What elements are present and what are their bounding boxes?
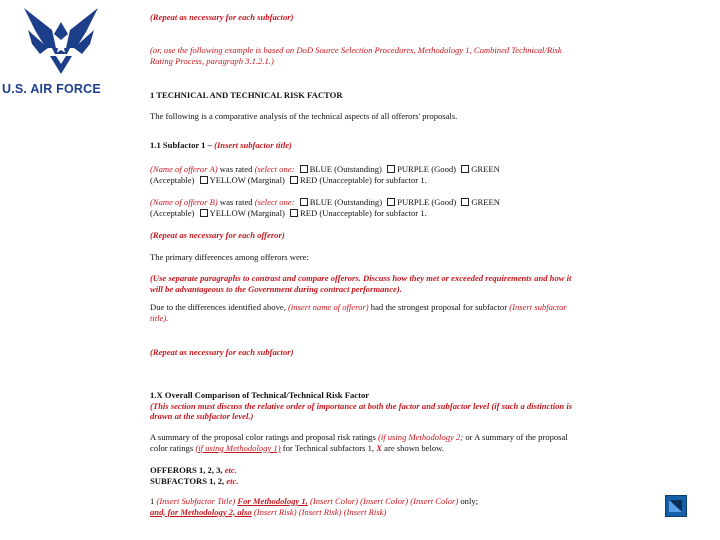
checkbox[interactable] — [300, 198, 308, 206]
row-insert-colors: (Insert Color) (Insert Color) (Insert Color) — [309, 496, 459, 506]
insert-offeror-name: (insert name of offeror) — [288, 302, 369, 312]
offeror-b-rating — [150, 197, 575, 218]
offeror-b-name: (Name of offeror B) — [150, 197, 218, 207]
offerors-label: OFFERORS 1, 2, 3, — [150, 465, 223, 475]
summary-end: are shown below. — [384, 442, 444, 453]
subfactors-line — [150, 476, 575, 487]
purple-option: PURPLE (Good) — [397, 197, 457, 207]
checkbox[interactable] — [200, 176, 208, 184]
red-option: RED (Unacceptable) for subfactor 1. — [300, 174, 427, 185]
summary-lead: A summary of the proposal color ratings and proposal risk ratings — [150, 432, 376, 442]
subfactor-row-1 — [150, 496, 575, 517]
was-rated-text: was rated — [219, 197, 253, 207]
primary-differences: The primary differences among offerors were: — [150, 252, 309, 262]
insert-subfactor-title: (Insert subfactor title). — [150, 302, 567, 323]
methodology-2-ref: (if using Methodology 2; — [377, 432, 464, 442]
subfactor-x: X — [376, 442, 382, 453]
air-force-logo — [2, 4, 114, 96]
overall-heading: 1.X Overall Comparison of Technical/Technical Risk Factor — [150, 390, 370, 400]
blue-option: BLUE (Outstanding) — [309, 164, 382, 174]
summary-paragraph — [150, 432, 575, 453]
offerors-line — [150, 465, 575, 476]
next-slide-button[interactable] — [665, 495, 687, 517]
acceptable-text: (Acceptable) — [150, 174, 195, 185]
subfactor-number: 1.1 — [150, 140, 161, 150]
subfactor-title-placeholder: (Insert subfactor title) — [214, 140, 292, 150]
intro-paragraph: The following is a comparative analysis of the technical aspects of all offerors' proposals. — [150, 111, 458, 121]
air-force-wings-icon — [22, 4, 100, 76]
summary-tail: for Technical subfactors 1, — [282, 442, 375, 453]
checkbox[interactable] — [290, 176, 298, 184]
row-only: only; — [460, 496, 479, 506]
overall-comparison — [150, 390, 575, 422]
strongest-proposal — [150, 302, 575, 323]
subfactor-label: Subfactor 1 – — [162, 140, 212, 150]
select-one-text: (select one: — [254, 164, 295, 174]
checkbox[interactable] — [387, 198, 395, 206]
repeat-subfactor-note-2: (Repeat as necessary for each subfactor) — [150, 347, 294, 357]
example-note: (or, use the following example is based on DoD Source Selection Procedures, Methodology 1, Combined Technical/Risk Rating Process, paragraph 3.1.2.1.) — [150, 45, 562, 66]
summary-or: or A summary of the proposal color ratings — [150, 432, 568, 453]
section-heading: 1 TECHNICAL AND TECHNICAL RISK FACTOR — [150, 90, 343, 100]
methodology-1-ref: (if using Methodology 1) — [195, 442, 281, 453]
repeat-offeror-note: (Repeat as necessary for each offeror) — [150, 230, 285, 240]
subfactor-heading — [150, 140, 575, 151]
row-insert-title: (Insert Subfactor Title) — [156, 496, 236, 506]
separate-paragraphs-note: (Use separate paragraphs to contrast and compare offerors. Discuss how they met or exceeded requirements and how it will be advantageous to the Government during contract performance). — [150, 273, 572, 294]
checkbox[interactable] — [300, 165, 308, 173]
checkbox[interactable] — [200, 209, 208, 217]
repeat-subfactor-note: (Repeat as necessary for each subfactor) — [150, 12, 294, 22]
next-slide-arrow-icon — [666, 496, 686, 516]
was-rated-text: was rated — [219, 164, 253, 174]
subfactors-etc: etc. — [226, 476, 239, 486]
row-number: 1 — [150, 496, 155, 506]
offeror-a-name: (Name of offeror A) — [150, 164, 218, 174]
subfactors-label: SUBFACTORS 1, 2, — [150, 476, 225, 486]
yellow-option: YELLOW (Marginal) — [209, 207, 285, 218]
select-one-text: (select one: — [254, 197, 295, 207]
row-insert-risks: (Insert Risk) (Insert Risk) (Insert Risk) — [253, 506, 387, 517]
checkbox[interactable] — [387, 165, 395, 173]
checkbox[interactable] — [290, 209, 298, 217]
checkbox[interactable] — [461, 198, 469, 206]
offeror-a-rating — [150, 164, 575, 185]
purple-option: PURPLE (Good) — [397, 164, 457, 174]
offerors-etc: etc. — [224, 465, 237, 475]
green-option: GREEN — [471, 164, 500, 174]
logo-wordmark: U.S. AIR FORCE — [2, 82, 101, 96]
green-option: GREEN — [471, 197, 500, 207]
row-methodology-1: For Methodology 1, — [237, 496, 308, 506]
checkbox[interactable] — [461, 165, 469, 173]
acceptable-text: (Acceptable) — [150, 207, 195, 218]
row-methodology-2: and, for Methodology 2, also — [150, 506, 252, 517]
strongest-text: had the strongest proposal for subfactor — [370, 302, 508, 312]
blue-option: BLUE (Outstanding) — [309, 197, 383, 207]
red-option: RED (Unacceptable) for subfactor 1. — [300, 207, 427, 218]
yellow-option: YELLOW (Marginal) — [209, 174, 285, 185]
due-to-text: Due to the differences identified above, — [150, 302, 286, 312]
overall-note: (This section must discuss the relative order of importance at both the factor and subfactor level (if such a distinction is drawn at the subfactor level.) — [150, 400, 573, 422]
